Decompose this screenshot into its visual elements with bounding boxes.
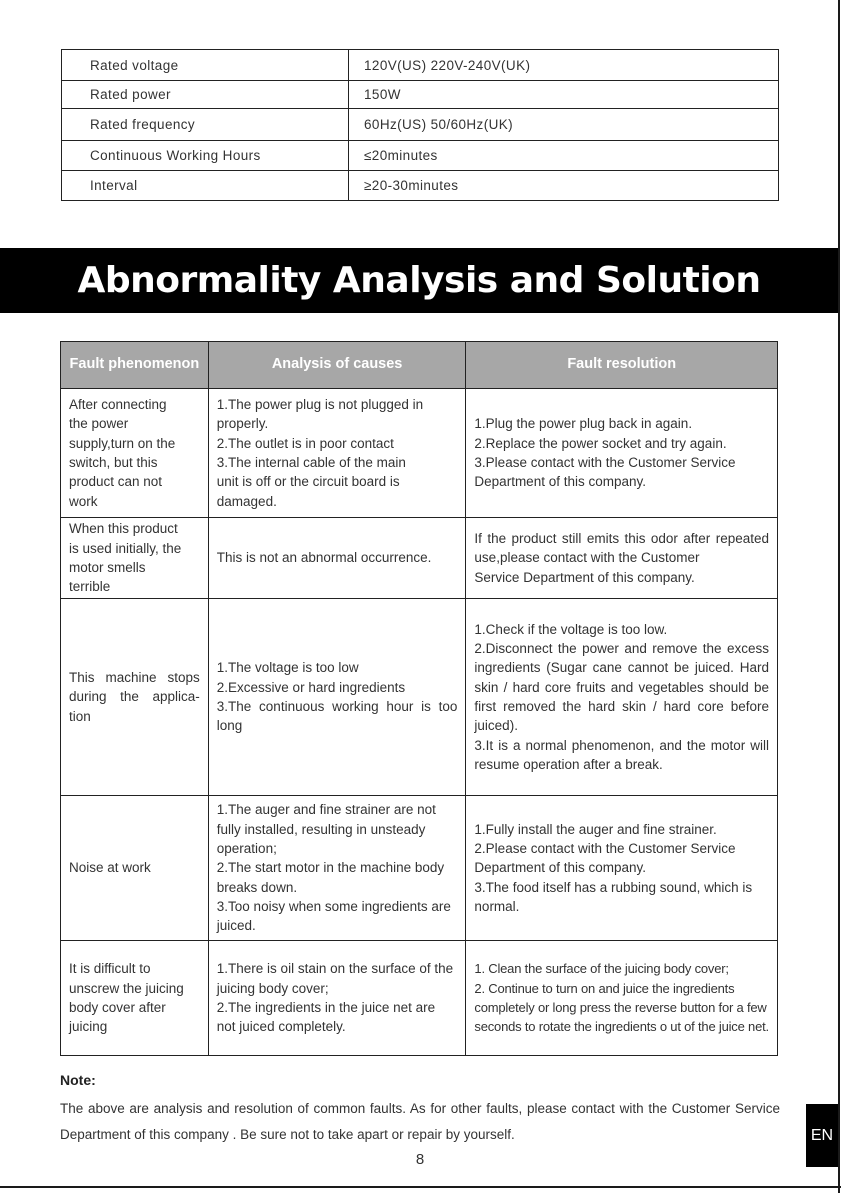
spec-label: Rated voltage [62,50,349,81]
cell-paragraph: 2.Excessive or hard ingredients [216,679,406,695]
resolution-cell [466,599,778,796]
cell-paragraph: 3.It is a normal phenomenon, and the motor will resume operation after a break. [474,737,769,772]
cell-line: 3.Please contact with the Customer Service [474,455,736,470]
cell-line: Service Department of this company. [474,569,695,585]
cell-paragraph: 3.Too noisy when some ingredients are juiced. [216,898,451,934]
spec-value: 150W [349,81,779,109]
cell-line: After connecting [69,397,167,413]
cell-line: unscrew the juicing [69,980,184,996]
spec-value: 60Hz(US) 50/60Hz(UK) [349,109,779,141]
spec-value: ≥20-30minutes [349,171,779,201]
phenomenon-cell [61,796,209,941]
column-header-causes: Analysis of causes [208,342,466,389]
column-header-resolution: Fault resolution [466,342,778,389]
cell-line: damaged. [216,493,277,509]
spec-value: ≤20minutes [349,141,779,171]
cell-line: terrible [69,579,111,595]
cell-paragraph: 3.The continuous working hour is too long [216,699,458,734]
spec-row [62,50,779,81]
causes-cell [208,941,466,1056]
page-number: 8 [415,1151,425,1168]
cell-line: It is difficult to [69,961,151,977]
resolution-cell [466,941,778,1056]
cell-paragraph: This machine stops during the applica-tion [69,670,200,724]
page-frame-bottom [0,1186,841,1188]
cell-line: switch, but this [69,455,158,470]
spec-row [62,171,779,201]
spec-row [62,81,779,109]
phenomenon-cell [61,599,209,796]
cell-line: the power [69,416,129,432]
table-row [61,389,778,518]
cell-line: Department of this company. [474,474,646,490]
cell-line: unit is off or the circuit board is [216,474,400,490]
phenomenon-cell [61,518,209,599]
resolution-cell [466,518,778,599]
cell-paragraph: 1.The voltage is too low [216,660,359,676]
phenomenon-cell [61,389,209,518]
specifications-table [61,49,779,201]
note-title: Note: [60,1072,96,1088]
cell-paragraph: 1.There is oil stain on the surface of the juicing body cover; [216,961,454,996]
spec-label: Rated power [62,81,349,109]
cell-line: When this product [69,521,178,537]
cell-paragraph: 3.The food itself has a rubbing sound, which is normal. [474,879,753,914]
fault-analysis-table [60,341,778,1056]
cell-paragraph: Noise at work [69,860,151,876]
causes-cell [208,796,466,941]
table-row [61,796,778,941]
cell-paragraph: 2.The start motor in the machine body breaks down. [216,860,445,895]
spec-value: 120V(US) 220V-240V(UK) [349,50,779,81]
cell-line: properly. [216,416,269,432]
spec-label: Rated frequency [62,109,349,141]
language-tab: EN [806,1104,838,1167]
note-body: The above are analysis and resolution of common faults. As for other faults, please contact with the Customer Service Department of this company . Be sure not to take apart or repair by yourself. [60,1101,780,1142]
cell-paragraph: 2.Please contact with the Customer Service Department of this company. [474,841,736,876]
table-row [61,518,778,599]
cell-paragraph: 2.The ingredients in the juice net are not juiced completely. [216,1000,436,1035]
cell-line: juicing [69,1019,108,1035]
cell-line: is used initially, the [69,540,182,556]
resolution-cell [466,796,778,941]
cell-line: 1.Plug the power plug back in again. [474,416,693,432]
causes-cell [208,599,466,796]
table-header-row [61,342,778,389]
cell-line: 2.The outlet is in poor contact [216,435,394,451]
spec-label: Interval [62,171,349,201]
spec-row [62,141,779,171]
cell-paragraph: 2. Continue to turn on and juice the ingredients completely or long press the reverse button for a few seconds to rotate the ingredients o ut of the juice net. [474,980,769,1035]
cell-paragraph: 2.Disconnect the power and remove the excess ingredients (Sugar cane cannot be juiced. Hard skin / hard core fruits and vegetables should be first removed the hard skin / hard core before juiced). [474,641,769,734]
table-row [61,941,778,1056]
cell-line: This is not an abnormal occurrence. [216,550,432,566]
cell-line: 2.Replace the power socket and try again. [474,435,727,451]
cell-line: 1.The power plug is not plugged in [216,397,424,413]
section-title-banner [0,248,838,313]
cell-line: motor smells [69,560,146,575]
phenomenon-cell [61,941,209,1056]
causes-cell [208,518,466,599]
cell-line: product can not [69,474,163,490]
column-header-phenomenon: Fault phenomenon [61,342,209,389]
cell-line: supply,turn on the [69,435,176,451]
cell-paragraph: If the product still emits this odor after repeated use,please contact with the Customer [474,531,769,566]
cell-paragraph: 1.Fully install the auger and fine strainer. [474,821,717,837]
cell-line: 3.The internal cable of the main [216,455,406,470]
resolution-cell [466,389,778,518]
cell-paragraph: 1.Check if the voltage is too low. [474,621,668,637]
cell-line: body cover after [69,1000,166,1015]
cell-paragraph: 1.The auger and fine strainer are not fully installed, resulting in unsteady operation; [216,802,436,857]
causes-cell [208,389,466,518]
spec-row [62,109,779,141]
spec-label: Continuous Working Hours [62,141,349,171]
table-row [61,599,778,796]
page-frame-right [838,0,840,1193]
section-title: Abnormality Analysis and Solution [77,260,761,301]
cell-paragraph: 1. Clean the surface of the juicing body cover; [474,961,729,977]
cell-line: work [69,493,98,509]
